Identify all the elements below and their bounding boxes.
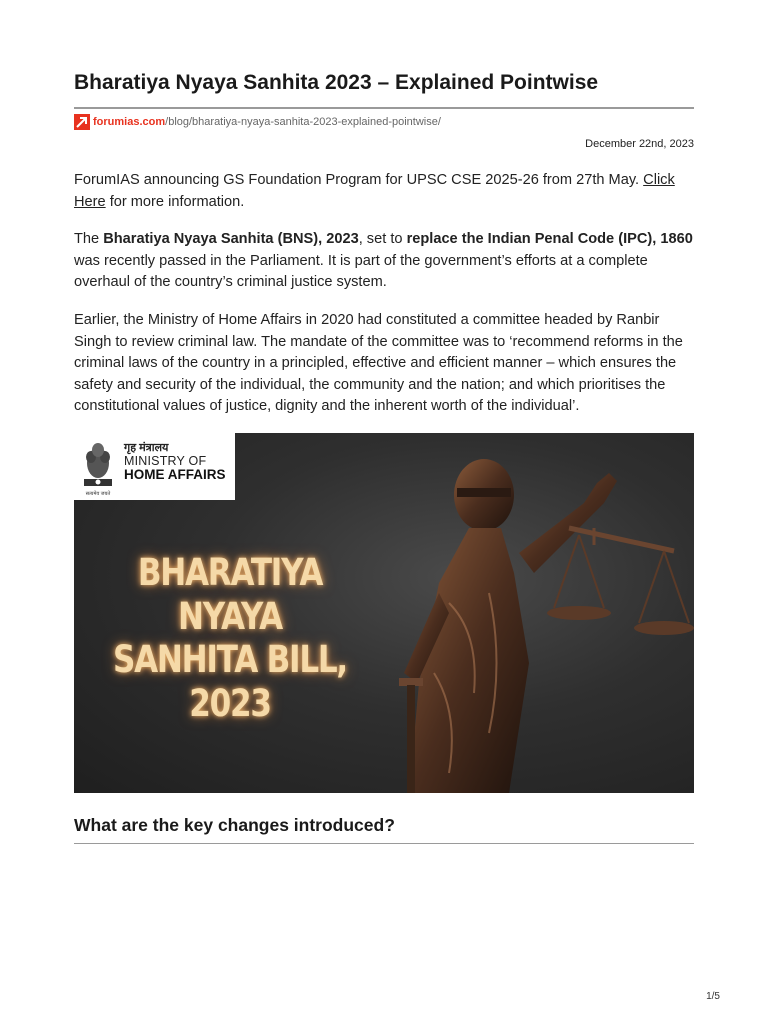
national-emblem-icon	[74, 433, 122, 500]
click-here-link[interactable]: Click Here	[74, 172, 675, 210]
background-paragraph: Earlier, the Ministry of Home Affairs in 2020 had constituted a committee headed by Ranbir Singh to review criminal law. The mandate of the committee was to ‘recommend reforms in the criminal laws of the country in a principled, effective and efficient manner – which ensures the safety and security of the individual, the community and the nation; and which prioritises the constitutional values of justice, dignity and the inherent worth of the individual’.	[74, 312, 683, 415]
source-path[interactable]: /blog/bharatiya-nyaya-sanhita-2023-explained-pointwise/	[165, 115, 441, 128]
intro-rest: was recently passed in the Parliament. It is part of the government’s efforts at a complete overhaul of the country’s criminal justice system.	[74, 252, 648, 291]
article-banner-image	[74, 433, 694, 793]
ministry-name	[122, 433, 226, 482]
announcement-suffix: for more information.	[105, 193, 245, 210]
announcement-paragraph	[74, 170, 694, 213]
page-number: 1/5	[706, 991, 720, 1002]
article-title: Bharatiya Nyaya Sanhita 2023 – Explained Pointwise	[74, 71, 599, 94]
title-divider	[74, 107, 694, 109]
section-divider	[74, 843, 694, 844]
ministry-line1: MINISTRY OF	[124, 453, 207, 468]
banner-headline: BHARATIYA NYAYA SANHITA BILL, 2023	[113, 551, 347, 725]
source-domain[interactable]: forumias.com	[93, 115, 166, 128]
bns-name: Bharatiya Nyaya Sanhita (BNS), 2023	[103, 231, 359, 247]
source-url[interactable]	[74, 113, 441, 130]
ministry-line2: HOME AFFAIRS	[124, 466, 226, 482]
announcement-text: ForumIAS announcing GS Foundation Program for UPSC CSE 2025-26 from 27th May.	[74, 172, 644, 188]
ministry-hindi-label: गृह मंत्रालय	[124, 442, 169, 454]
intro-paragraph	[74, 229, 694, 294]
ministry-logo	[74, 433, 235, 500]
section-heading: What are the key changes introduced?	[74, 815, 395, 835]
publish-date: December 22nd, 2023	[585, 138, 694, 150]
intro-mid: , set to	[358, 231, 407, 247]
emblem-motto: सत्यमेव जयते	[85, 491, 111, 497]
intro-lead: The	[74, 231, 104, 247]
forumias-logo-icon	[74, 114, 90, 130]
ipc-replacement: replace the Indian Penal Code (IPC), 1860	[406, 231, 693, 247]
lady-justice-statue	[329, 433, 694, 793]
